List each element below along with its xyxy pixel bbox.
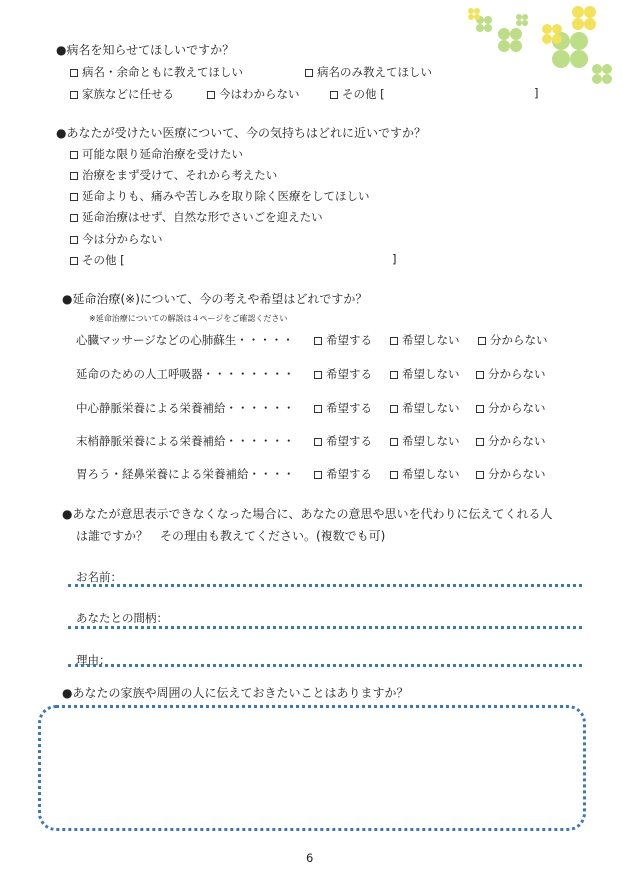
bracket-close: ] bbox=[534, 86, 539, 100]
checkbox[interactable] bbox=[70, 69, 78, 77]
question-proxy-line1: ●あなたが意思表示できなくなった場合に、あなたの意思や思いを代わりに伝えてくれる人 bbox=[62, 507, 553, 521]
option-want[interactable]: 希望する bbox=[314, 400, 372, 416]
option-not-want[interactable]: 希望しない bbox=[390, 466, 460, 482]
question-disclosure: ●病名を知らせてほしいですか？ bbox=[56, 43, 235, 57]
checkbox[interactable] bbox=[207, 91, 215, 99]
option-not-want[interactable]: 希望しない bbox=[390, 332, 460, 348]
option-not-want[interactable]: 希望しない bbox=[390, 400, 460, 416]
option-care-3[interactable]: 延命治療はせず、自然な形でさいごを迎えたい bbox=[70, 209, 323, 225]
life-support-row-cpr: 心臓マッサージなどの心肺蘇生・・・・・ bbox=[76, 333, 294, 347]
checkbox[interactable] bbox=[70, 214, 78, 222]
option-leave-to-family[interactable]: 家族などに任せる bbox=[70, 86, 174, 102]
proxy-name-label: お名前： bbox=[76, 570, 122, 584]
option-care-other[interactable]: その他 [ bbox=[70, 252, 125, 268]
message-box[interactable] bbox=[38, 705, 586, 831]
life-support-row-tube-feeding: 胃ろう・経鼻栄養による栄養補給・・・・ bbox=[76, 467, 295, 481]
life-support-row-ventilator: 延命のための人工呼吸器・・・・・・・・ bbox=[76, 367, 295, 381]
option-care-0[interactable]: 可能な限り延命治療を受けたい bbox=[70, 146, 243, 162]
question-care-preference: ●あなたが受けたい医療について、今の気持ちはどれに近いですか？ bbox=[56, 126, 426, 140]
checkbox[interactable] bbox=[70, 257, 78, 265]
question-proxy-line2: は誰ですか？ その理由も教えてください。(複数でも可) bbox=[76, 529, 386, 543]
checkbox[interactable] bbox=[70, 236, 78, 244]
checkbox[interactable] bbox=[70, 172, 78, 180]
proxy-relation-label: あなたとの間柄： bbox=[76, 611, 168, 625]
option-want[interactable]: 希望する bbox=[314, 332, 372, 348]
option-want[interactable]: 希望する bbox=[314, 433, 372, 449]
option-unsure[interactable]: 分からない bbox=[476, 433, 546, 449]
proxy-reason-field[interactable] bbox=[68, 664, 582, 667]
option-unsure[interactable]: 分からない bbox=[476, 366, 546, 382]
checkbox[interactable] bbox=[305, 69, 313, 77]
question-life-support: ●延命治療(※)について、今の考えや希望はどれですか？ bbox=[62, 292, 368, 306]
question-message: ●あなたの家族や周囲の人に伝えておきたいことはありますか？ bbox=[62, 686, 409, 700]
option-not-want[interactable]: 希望しない bbox=[390, 366, 460, 382]
option-unsure[interactable]: 分からない bbox=[476, 400, 546, 416]
proxy-reason-label: 理由： bbox=[76, 653, 111, 667]
proxy-relation-field[interactable] bbox=[68, 626, 582, 629]
option-unknown[interactable]: 今はわからない bbox=[207, 86, 300, 102]
life-support-note: ※延命治療についての解説は４ページをご確認ください bbox=[89, 314, 288, 323]
option-disclose-both[interactable]: 病名・余命ともに教えてほしい bbox=[70, 64, 243, 80]
checkbox[interactable] bbox=[70, 193, 78, 201]
option-not-want[interactable]: 希望しない bbox=[390, 433, 460, 449]
option-want[interactable]: 希望する bbox=[314, 366, 372, 382]
option-care-1[interactable]: 治療をまず受けて、それから考えたい bbox=[70, 167, 277, 183]
bracket-close: ] bbox=[392, 252, 397, 266]
life-support-row-peripheral-iv: 末梢静脈栄養による栄養補給・・・・・・ bbox=[76, 434, 295, 448]
option-care-2[interactable]: 延命よりも、痛みや苦しみを取り除く医療をしてほしい bbox=[70, 188, 370, 204]
proxy-name-field[interactable] bbox=[68, 584, 582, 587]
option-other[interactable]: その他 [ bbox=[330, 86, 385, 102]
option-unsure[interactable]: 分からない bbox=[478, 332, 548, 348]
checkbox[interactable] bbox=[330, 91, 338, 99]
page-number: 6 bbox=[306, 851, 314, 865]
checkbox[interactable] bbox=[70, 151, 78, 159]
life-support-row-central-iv: 中心静脈栄養による栄養補給・・・・・・ bbox=[76, 401, 295, 415]
option-unsure[interactable]: 分からない bbox=[476, 466, 546, 482]
option-care-4[interactable]: 今は分からない bbox=[70, 231, 163, 247]
option-want[interactable]: 希望する bbox=[314, 466, 372, 482]
checkbox[interactable] bbox=[70, 91, 78, 99]
clover-decoration-icon bbox=[462, 6, 622, 90]
option-disclose-name-only[interactable]: 病名のみ教えてほしい bbox=[305, 64, 432, 80]
